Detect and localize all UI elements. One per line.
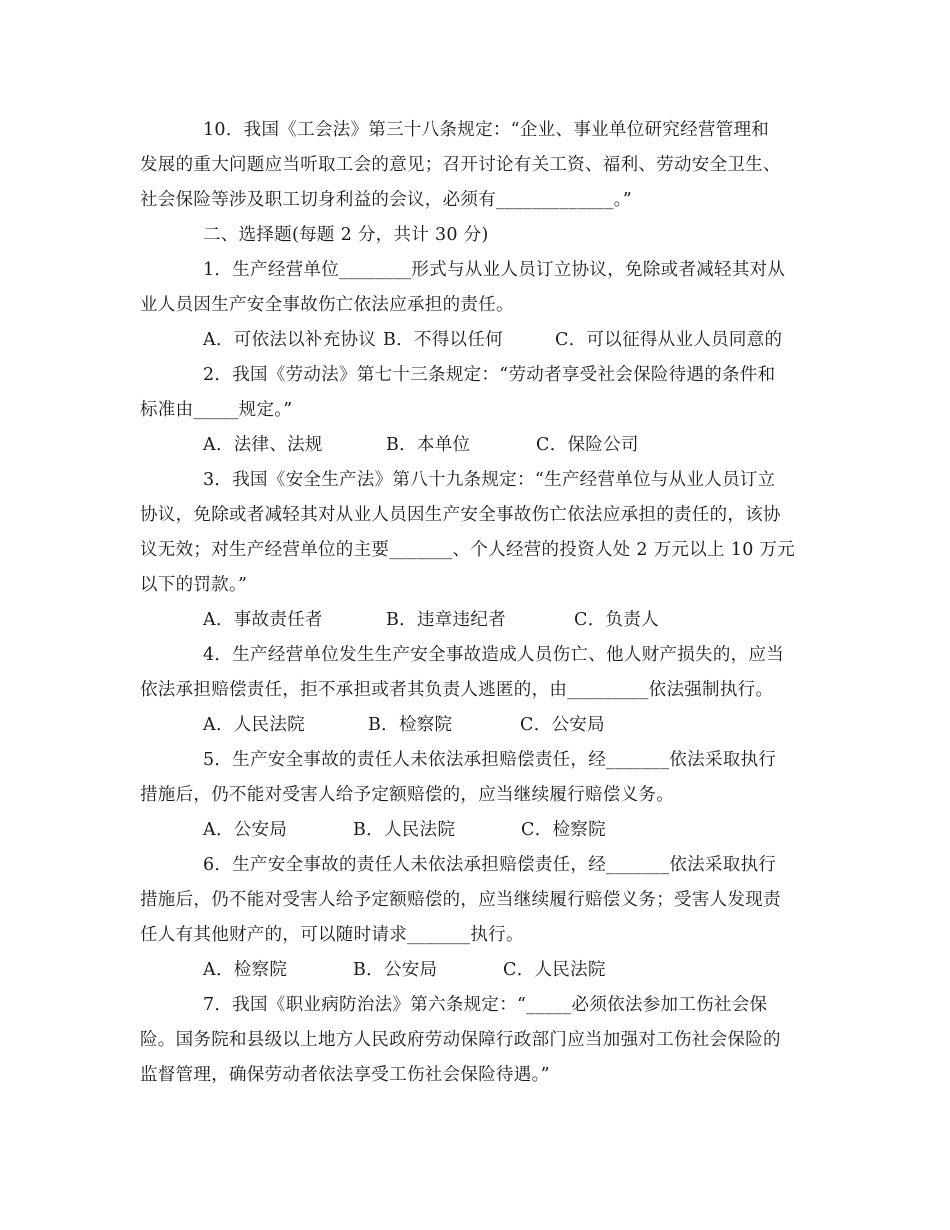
q10-line-2: 发展的重大问题应当听取工会的意见；召开讨论有关工资、福利、劳动安全卫生、 <box>140 155 781 175</box>
q3-option-b: B．违章违纪者 <box>386 610 506 630</box>
q5-option-b: B．人民法院 <box>353 820 456 840</box>
q4-line-1: 4．生产经营单位发生生产安全事故造成人员伤亡、他人财产损失的，应当 <box>203 645 785 665</box>
q3-line-3: 议无效；对生产经营单位的主要_______、个人经营的投资人处 2 万元以上 10 万元 <box>140 540 796 560</box>
q4-option-b: B．检察院 <box>368 715 453 735</box>
q1-options <box>203 328 893 352</box>
q5-option-a: A．公安局 <box>203 820 288 840</box>
q4-line-2: 依法承担赔偿责任，拒不承担或者其负责人逃匿的，由_________依法强制执行。 <box>140 680 774 700</box>
q6-line-2: 措施后，仍不能对受害人给予定额赔偿的，应当继续履行赔偿义务；受害人发现责 <box>140 890 781 910</box>
q6-option-a: A．检察院 <box>203 960 288 980</box>
q5-line-1: 5．生产安全事故的责任人未依法承担赔偿责任，经_______依法采取执行 <box>203 750 777 770</box>
q1-option-a: A．可依法以补充协议 <box>203 330 377 350</box>
q3-option-c: C．负责人 <box>574 610 659 630</box>
q2-options <box>203 433 893 457</box>
q10-line-3: 社会保险等涉及职工切身利益的会议，必须有_____________。” <box>140 190 632 210</box>
q6-line-3: 任人有其他财产的，可以随时请求_______执行。 <box>140 925 524 945</box>
q1-line-1: 1．生产经营单位________形式与从业人员订立协议，免除或者减轻其对从 <box>203 260 786 280</box>
q4-option-c: C．公安局 <box>520 715 605 735</box>
q2-option-c: C．保险公司 <box>536 435 639 455</box>
q6-option-b: B．公安局 <box>353 960 438 980</box>
q2-option-a: A．法律、法规 <box>203 435 323 455</box>
q3-line-1: 3．我国《安全生产法》第八十九条规定：“生产经营单位与从业人员订立 <box>203 470 776 490</box>
q6-line-1: 6．生产安全事故的责任人未依法承担赔偿责任，经_______依法采取执行 <box>203 855 777 875</box>
q6-option-c: C．人民法院 <box>503 960 606 980</box>
q4-options <box>203 713 893 737</box>
q3-options <box>203 608 893 632</box>
q10-line-1: 10．我国《工会法》第三十八条规定：“企业、事业单位研究经营管理和 <box>203 120 770 140</box>
q5-line-2: 措施后，仍不能对受害人给予定额赔偿的，应当继续履行赔偿义务。 <box>140 785 674 805</box>
section-heading-choice: 二、选择题(每题 2 分，共计 30 分) <box>203 225 489 245</box>
q2-line-1: 2．我国《劳动法》第七十三条规定：“劳动者享受社会保险待遇的条件和 <box>203 365 776 385</box>
q2-line-2: 标准由_____规定。” <box>140 400 293 420</box>
q3-line-2: 协议，免除或者减轻其对从业人员因生产安全事故伤亡依法应承担的责任的，该协 <box>140 505 781 525</box>
q7-line-3: 监督管理，确保劳动者依法享受工伤社会保险待遇。” <box>140 1065 550 1085</box>
q1-option-b: B．不得以任何 <box>383 330 503 350</box>
q5-options <box>203 818 893 842</box>
q7-line-2: 险。国务院和县级以上地方人民政府劳动保障行政部门应当加强对工伤社会保险的 <box>140 1030 781 1050</box>
q5-option-c: C．检察院 <box>521 820 606 840</box>
q1-line-2: 业人员因生产安全事故伤亡依法应承担的责任。 <box>140 295 514 315</box>
q7-line-1: 7．我国《职业病防治法》第六条规定：“_____必须依法参加工伤社会保 <box>203 995 768 1015</box>
q3-line-4: 以下的罚款。” <box>140 575 248 595</box>
q6-options <box>203 958 893 982</box>
q4-option-a: A．人民法院 <box>203 715 305 735</box>
q3-option-a: A．事故责任者 <box>203 610 323 630</box>
q1-option-c: C．可以征得从业人员同意的 <box>555 330 783 350</box>
q2-option-b: B．本单位 <box>386 435 471 455</box>
